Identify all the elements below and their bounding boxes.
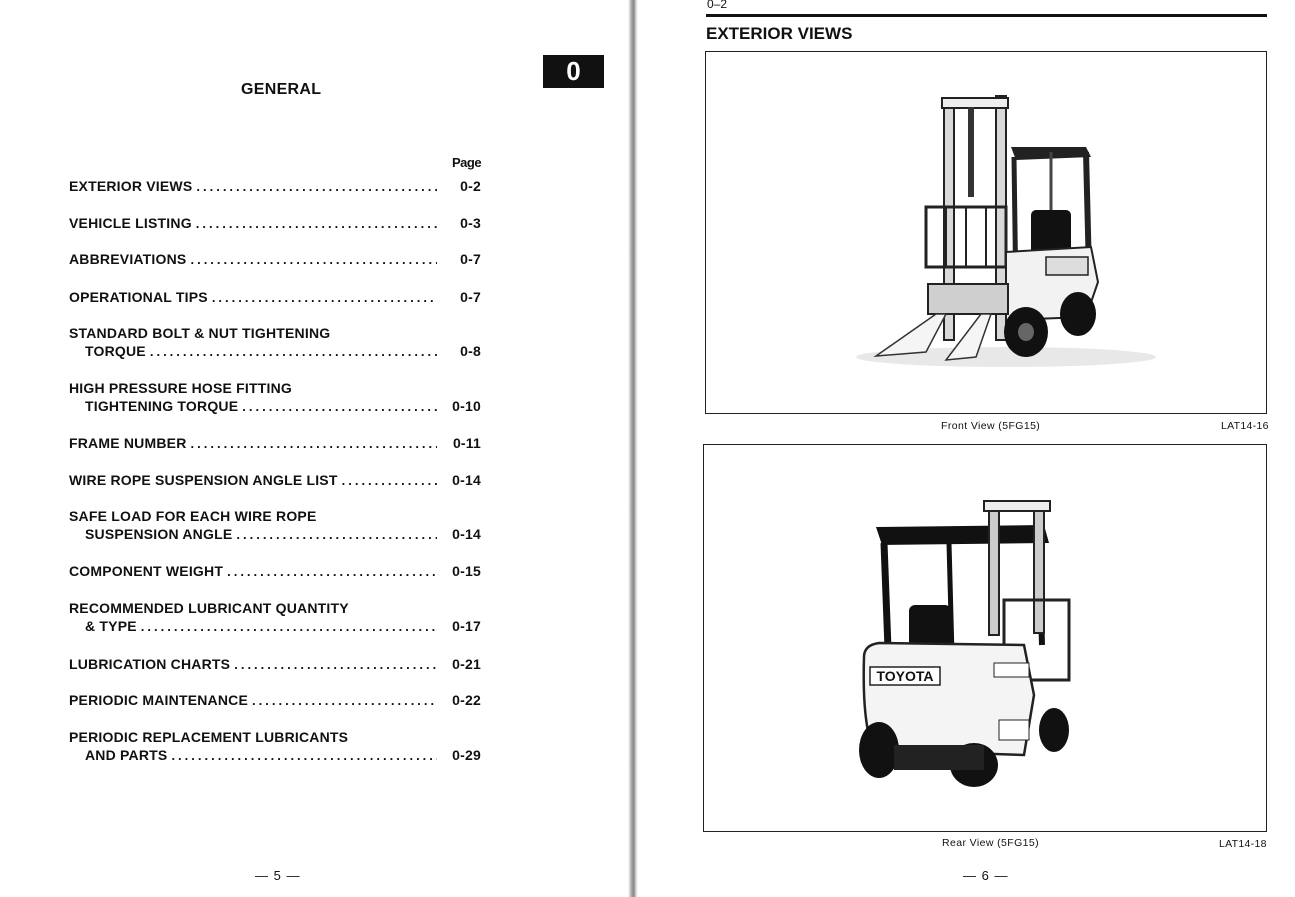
toc-entry[interactable]	[69, 600, 481, 636]
toc-entry-title-continued: SUSPENSION ANGLE	[85, 526, 233, 542]
toc-page-number: 0-8	[460, 343, 481, 359]
leader-dots	[191, 436, 437, 451]
brand-lettering: TOYOTA	[876, 668, 934, 684]
toc-entry[interactable]	[69, 435, 481, 453]
toc-entry[interactable]	[69, 289, 481, 307]
leader-dots	[196, 216, 437, 231]
toc-page-number: 0-22	[452, 692, 481, 708]
toc-entry[interactable]	[69, 692, 481, 710]
front-view-figure	[705, 51, 1267, 414]
leader-dots	[212, 290, 437, 305]
toc-page-number: 0-3	[460, 215, 481, 231]
leader-dots	[242, 399, 437, 414]
toc-entry-title: EXTERIOR VIEWS	[69, 178, 193, 194]
toc-page-number: 0-7	[460, 251, 481, 267]
toc-entry[interactable]	[69, 563, 481, 581]
toc-page-number: 0-29	[452, 747, 481, 763]
toc-entry-title-continued: TORQUE	[85, 343, 146, 359]
toc-entry-title: PERIODIC REPLACEMENT LUBRICANTS	[69, 729, 349, 745]
toc-entry-title-continued: AND PARTS	[85, 747, 168, 763]
toc-entry-title: RECOMMENDED LUBRICANT QUANTITY	[69, 600, 349, 616]
toc-entry-title-continued: & TYPE	[85, 618, 137, 634]
toc-page-number: 0-17	[452, 618, 481, 634]
leader-dots	[252, 693, 437, 708]
forklift-rear-illustration	[704, 445, 1266, 831]
toc-entry-title: ABBREVIATIONS	[69, 251, 187, 267]
toc-page-number: 0-14	[452, 526, 481, 542]
toc-entry[interactable]	[69, 215, 481, 233]
toc-entry-title: FRAME NUMBER	[69, 435, 187, 451]
rear-view-figure	[703, 444, 1267, 832]
figure-code: LAT14-16	[1221, 420, 1269, 432]
toc-entry-title: COMPONENT WEIGHT	[69, 563, 224, 579]
toc-page-number: 0-7	[460, 289, 481, 305]
figure-caption: Rear View (5FG15)	[942, 837, 1040, 849]
figure-code: LAT14-18	[1219, 838, 1267, 850]
toc-entry[interactable]	[69, 729, 481, 765]
toc-page-number: 0-21	[452, 656, 481, 672]
toc-entry-title: VEHICLE LISTING	[69, 215, 192, 231]
page-number: — 6 —	[963, 868, 1009, 883]
toc-entry-title: SAFE LOAD FOR EACH WIRE ROPE	[69, 508, 317, 524]
toc-entry-title: WIRE ROPE SUSPENSION ANGLE LIST	[69, 472, 338, 488]
header-rule	[706, 14, 1267, 17]
leader-dots	[342, 473, 437, 488]
book-gutter	[628, 0, 638, 897]
forklift-front-illustration	[706, 52, 1266, 413]
toc-entry[interactable]	[69, 251, 481, 269]
page-title: GENERAL	[241, 81, 322, 98]
toc-page-number: 0-14	[452, 472, 481, 488]
toc-page-number: 0-15	[452, 563, 481, 579]
figure-caption: Front View (5FG15)	[941, 420, 1041, 432]
section-tab: 0	[543, 55, 604, 88]
leader-dots	[190, 252, 437, 267]
toc-entry[interactable]	[69, 472, 481, 490]
toc-entry[interactable]	[69, 325, 481, 361]
leader-dots	[141, 619, 437, 634]
leader-dots	[234, 657, 437, 672]
leader-dots	[150, 344, 437, 359]
toc-entry-title: OPERATIONAL TIPS	[69, 289, 208, 305]
leader-dots	[171, 748, 437, 763]
toc-entry[interactable]	[69, 656, 481, 674]
toc-entry[interactable]	[69, 178, 481, 196]
toc-entry-title-continued: TIGHTENING TORQUE	[85, 398, 239, 414]
toc-entry-title: LUBRICATION CHARTS	[69, 656, 231, 672]
toc-page-number: 0-11	[452, 435, 481, 451]
toc-entry-title: PERIODIC MAINTENANCE	[69, 692, 249, 708]
toc-entry-title: HIGH PRESSURE HOSE FITTING	[69, 380, 292, 396]
toc-page-number: 0-2	[460, 178, 481, 194]
toc-entry-title: STANDARD BOLT & NUT TIGHTENING	[69, 325, 331, 341]
right-page	[638, 0, 1295, 897]
section-heading: EXTERIOR VIEWS	[706, 24, 853, 43]
header-page-code: 0–2	[707, 0, 728, 11]
left-page	[0, 0, 628, 897]
page-number: — 5 —	[255, 868, 301, 883]
toc-entry[interactable]	[69, 508, 481, 544]
toc-page-number: 0-10	[452, 398, 481, 414]
leader-dots	[196, 179, 437, 194]
toc-entry[interactable]	[69, 380, 481, 416]
leader-dots	[227, 564, 437, 579]
page-column-heading: Page	[452, 155, 482, 170]
leader-dots	[236, 527, 437, 542]
